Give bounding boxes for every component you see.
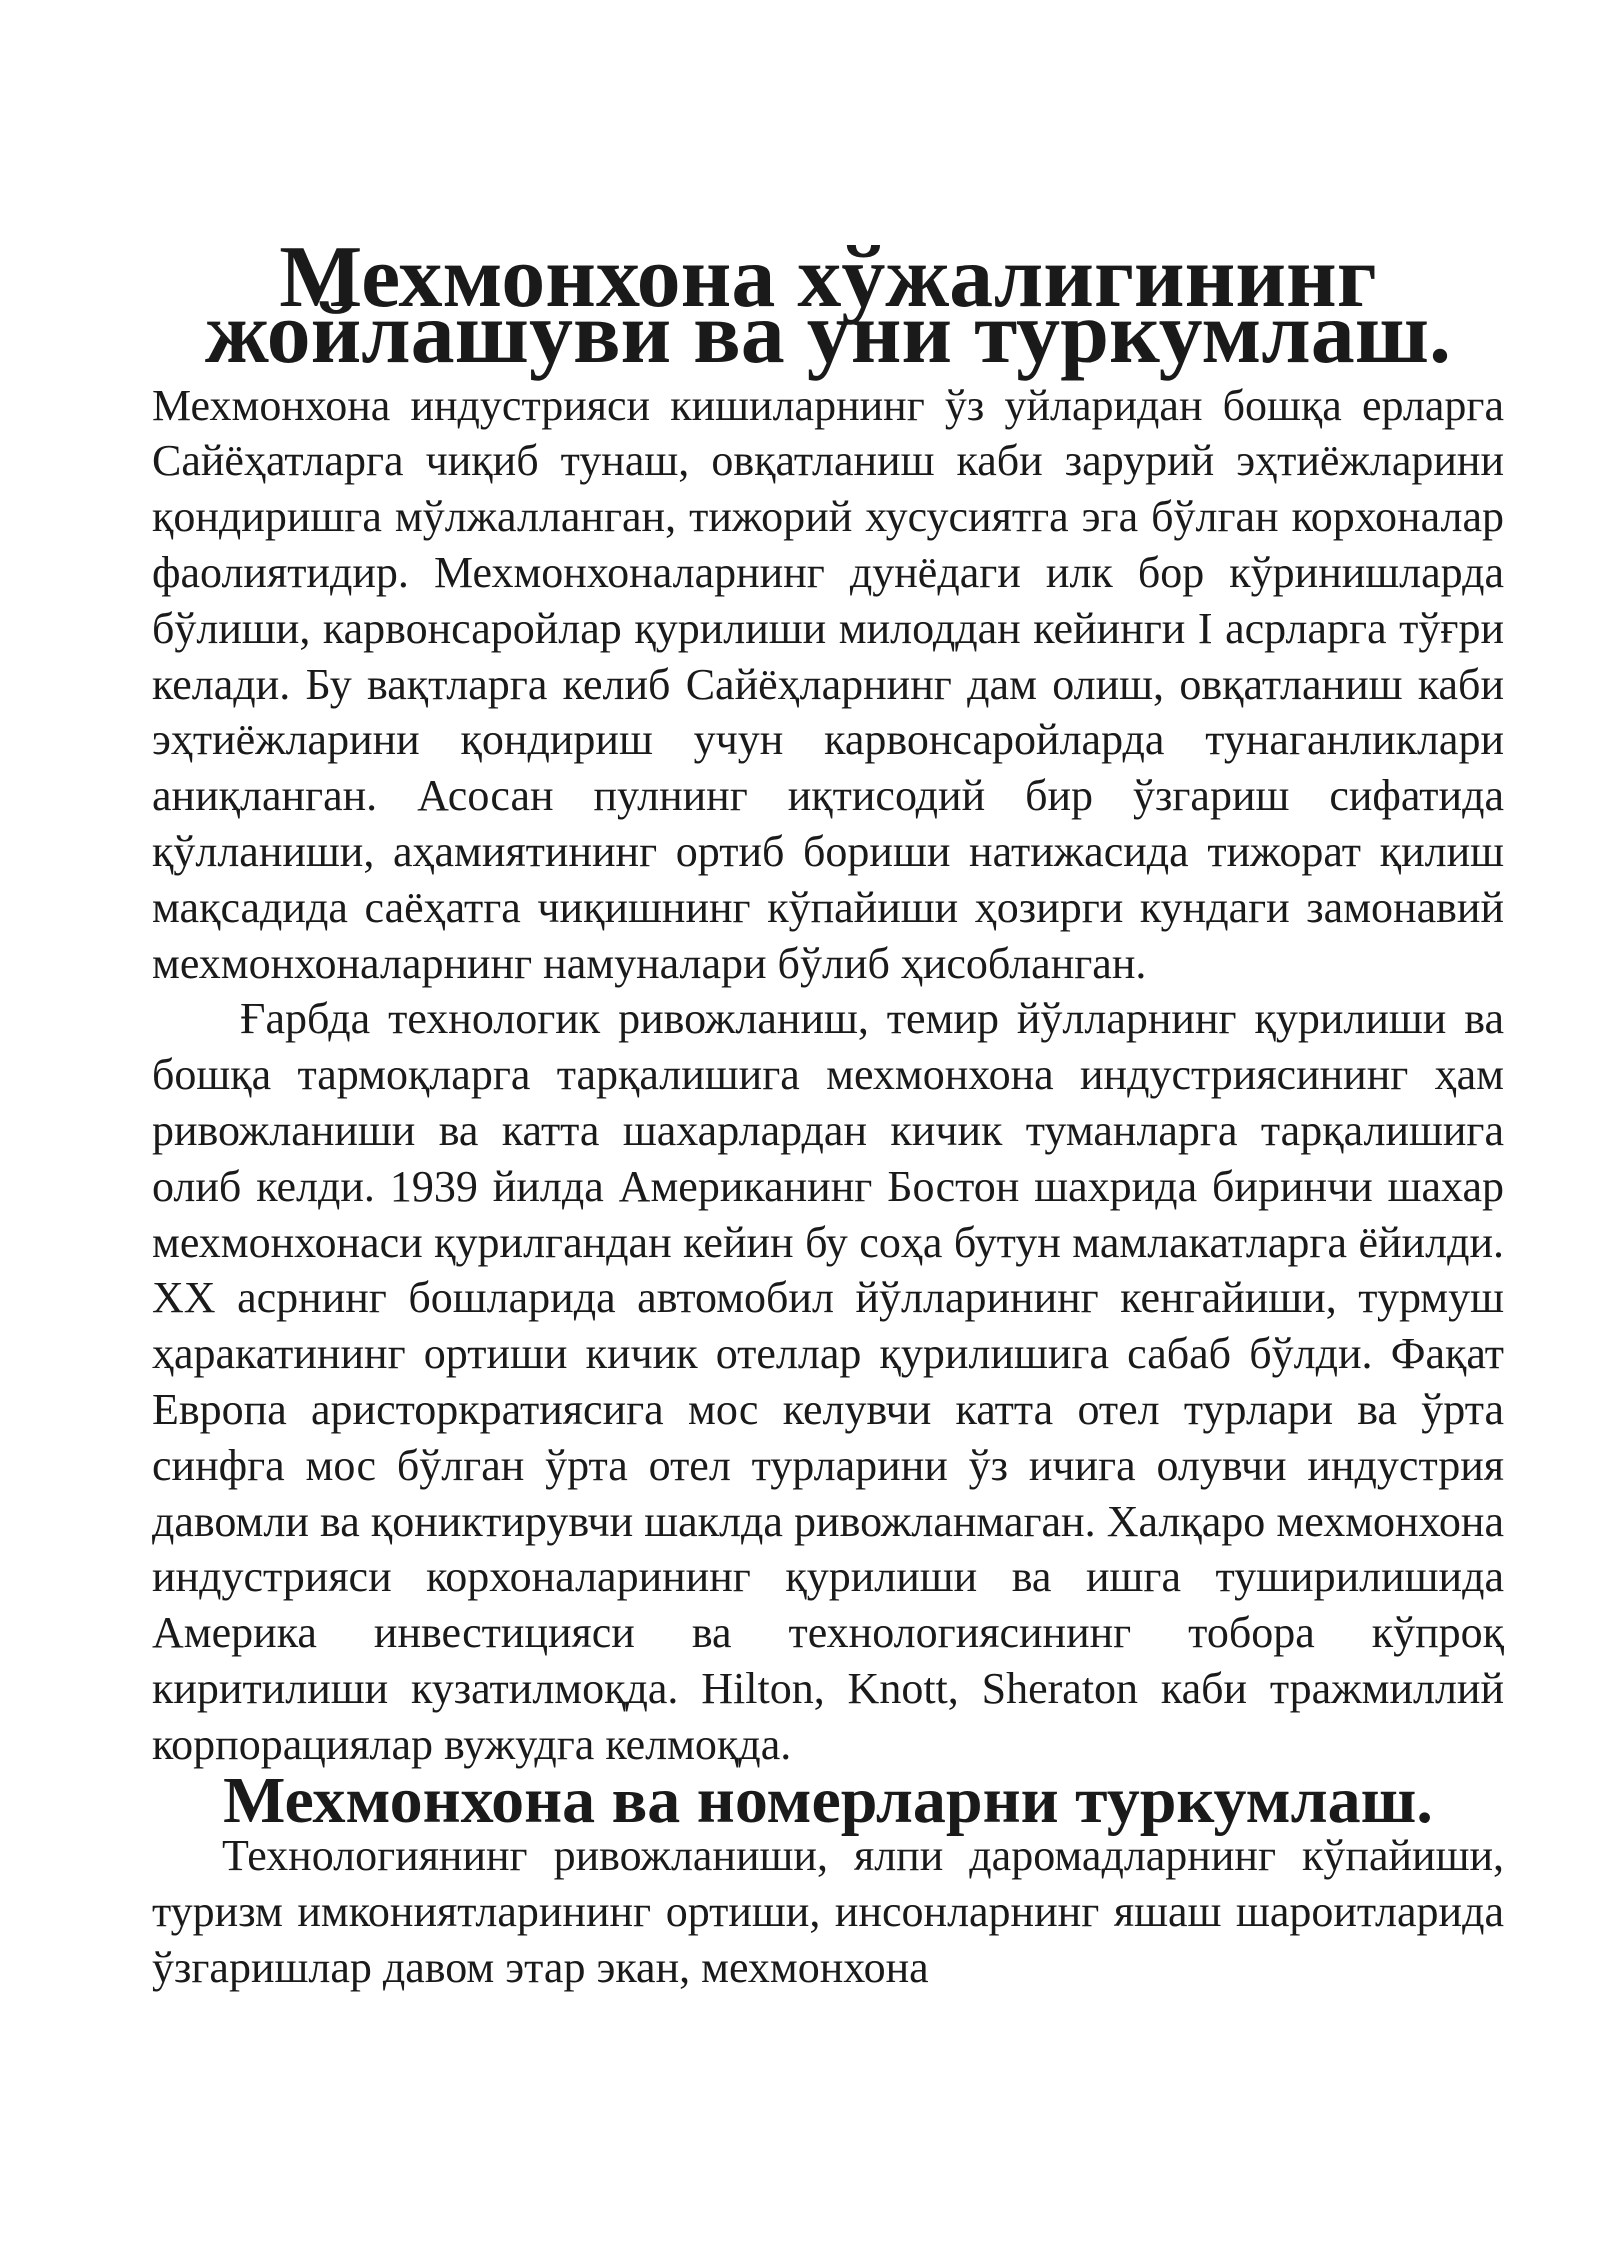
paragraph-history: Мехмонхона индустрияси кишиларнинг ўз уйларидан бошқа ерларга Сайёҳатларга чиқиб тунаш, овқатланиш каби зарурий эҳтиёжларини қондиришга мўлжалланган, тижорий хусусиятга эга бўлган корхоналар фаолиятидир. Мехмонхоналарнинг дунёдаги илк бор кўринишларда бўлиши, карвонсаройлар қурилиши милоддан кейинги I асрларга тўғри келади. Бу вақтларга келиб Сайёҳларнинг дам олиш, овқатланиш каби эҳтиёжларини қондириш учун карвонсаройларда тунаганликлари аниқланган. Асосан пулнинг иқтисодий бир ўзгариш сифатида қўлланиши, аҳамиятининг ортиб бориши натижасида тижорат қилиш мақсадида саёҳатга чиқишнинг кўпайиши ҳозирги кундаги замонавий мехмонхоналарнинг намуналари бўлиб ҳисобланган. <box>152 380 1504 988</box>
paragraph-classification: Технологиянинг ривожланиши, ялпи даромадларнинг кўпайиши, туризм имкониятларининг ортиши, инсонларнинг яшаш шароитларида ўзгаришлар давом этар экан, мехмонхона <box>152 1831 1504 1992</box>
paragraph-west-development: Ғарбда технологик ривожланиш, темир йўлларнинг қурилиши ва бошқа тармоқларга тарқалишига мехмонхона индустриясининг ҳам ривожланиши ва катта шахарлардан кичик туманларга тарқалишига олиб келди. 1939 йилда Американинг Бостон шахрида биринчи шахар мехмонхонаси қурилгандан кейин бу соҳа бутун мамлакатларга ёйилди. XX асрнинг бошларида автомобил йўлларининг кенгайиши, турмуш ҳаракатининг ортиши кичик отеллар қурилишига сабаб бўлди. Фақат Европа аристоркратиясига мос келувчи катта отел турлари ва ўрта синфга мос бўлган ўрта отел турларини ўз ичига олувчи индустрия давомли ва қониктирувчи шаклда ривожланмаган. Халқаро мехмонхона индустрияси корхоналарининг қурилиши ва ишга туширилишида Америка инвестицияси ва технологиясининг тобора кўпроқ киритилиши кузатилмоқда. Hilton, Knott, Sheraton каби тражмиллий корпорациялар вужудга келмоқда. <box>152 994 1504 1769</box>
document-title: Мехмонхона хўжалигининг жойлашуви ва уни туркумлаш. <box>204 229 1452 382</box>
section-subtitle: Мехмонхона ва номерларни туркумлаш. <box>223 1763 1433 1837</box>
document-page <box>152 229 1504 1996</box>
